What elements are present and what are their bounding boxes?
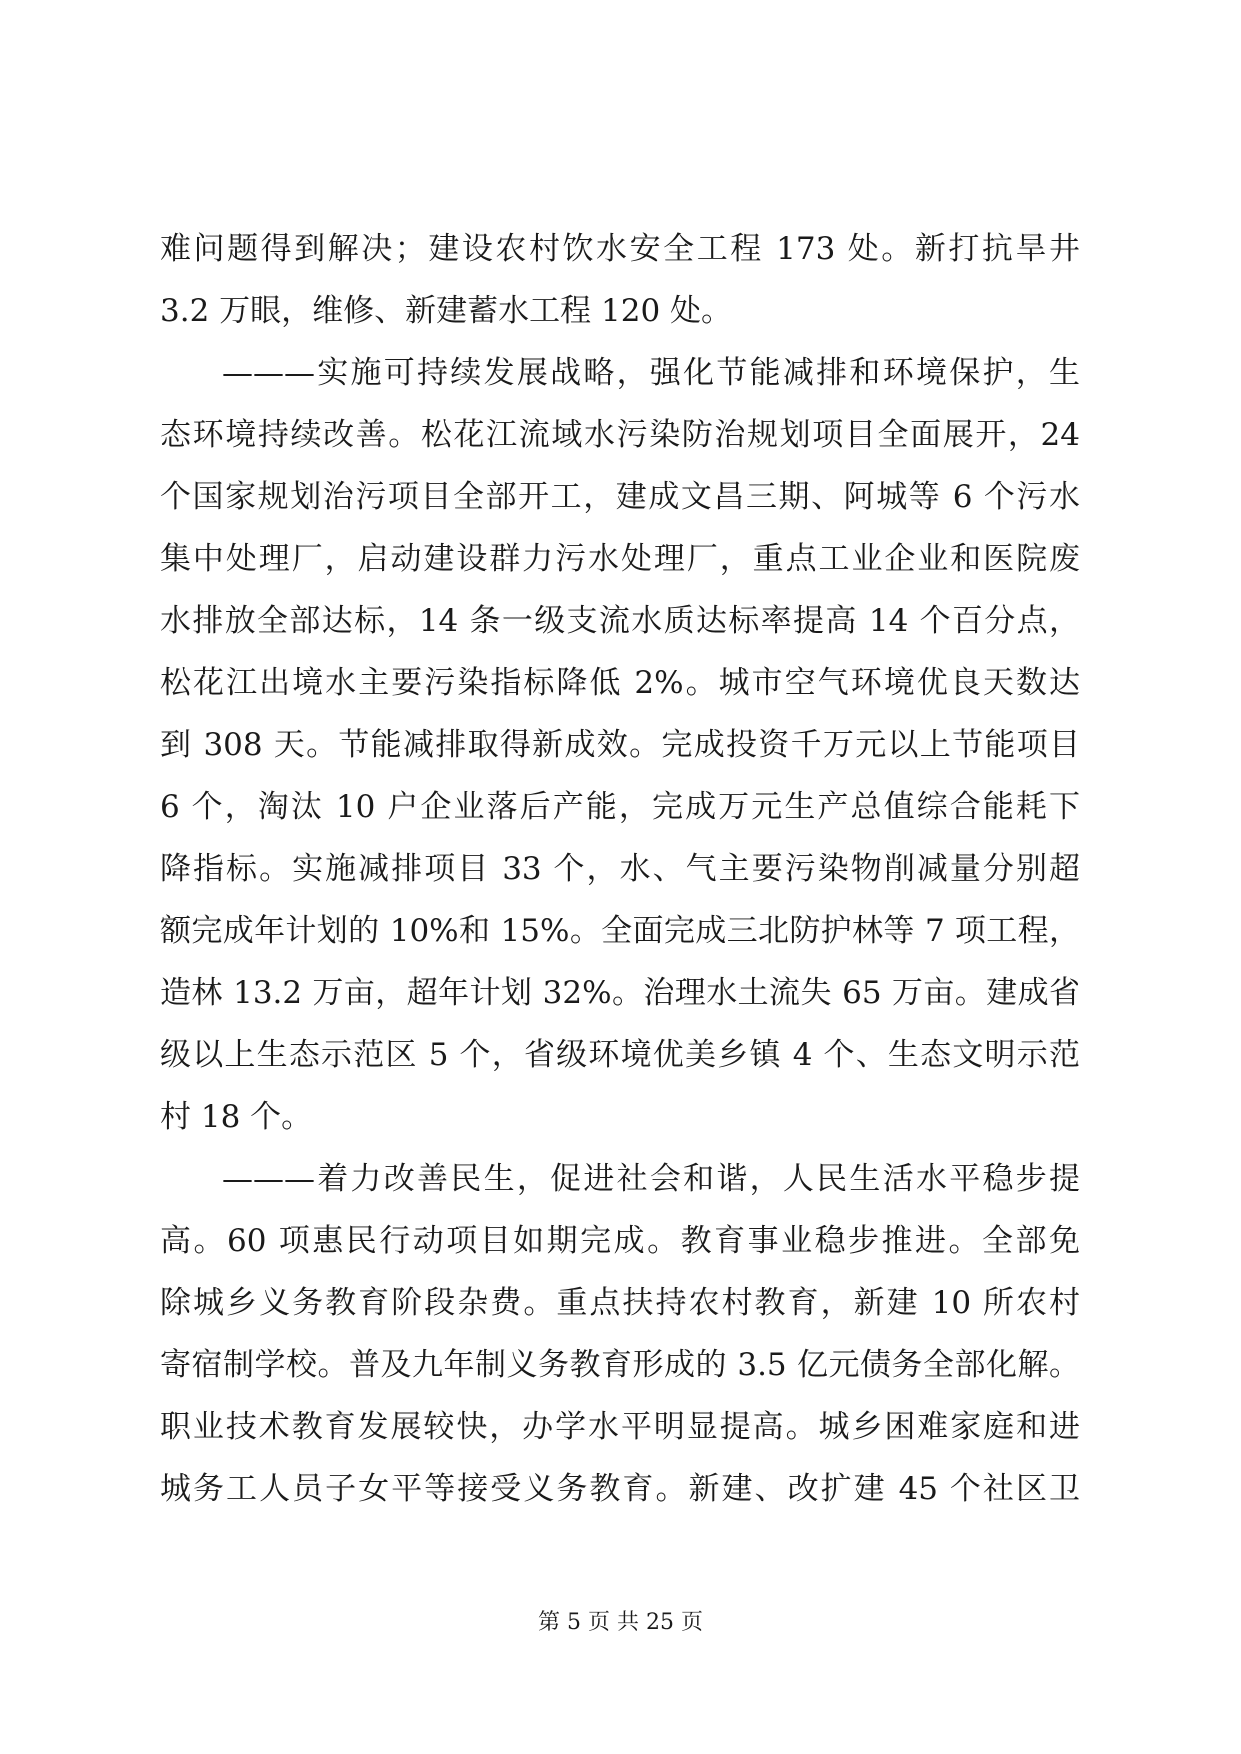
- text-line: 3.2 万眼，维修、新建蓄水工程 120 处。: [160, 293, 733, 329]
- text-line: 集中处理厂，启动建设群力污水处理厂，重点工业企业和医院废: [160, 541, 1080, 577]
- text-line: 级以上生态示范区 5 个，省级环境优美乡镇 4 个、生态文明示范: [160, 1037, 1080, 1073]
- text-line: 态环境持续改善。松花江流域水污染防治规划项目全面展开，24: [160, 417, 1080, 453]
- text-line: ———着力改善民生，促进社会和谐，人民生活水平稳步提: [222, 1161, 1080, 1197]
- text-line: 难问题得到解决；建设农村饮水安全工程 173 处。新打抗旱井: [160, 231, 1080, 267]
- text-line: ———实施可持续发展战略，强化节能减排和环境保护，生: [222, 355, 1080, 391]
- text-line: 高。60 项惠民行动项目如期完成。教育事业稳步推进。全部免: [160, 1223, 1080, 1259]
- text-line: 除城乡义务教育阶段杂费。重点扶持农村教育，新建 10 所农村: [160, 1285, 1080, 1321]
- text-line: 个国家规划治污项目全部开工，建成文昌三期、阿城等 6 个污水: [160, 479, 1080, 515]
- page-number-footer: 第 5 页 共 25 页: [538, 1610, 703, 1635]
- text-line: 城务工人员子女平等接受义务教育。新建、改扩建 45 个社区卫: [160, 1471, 1080, 1507]
- text-line: 水排放全部达标，14 条一级支流水质达标率提高 14 个百分点，: [160, 603, 1080, 639]
- text-line: 6 个，淘汰 10 户企业落后产能，完成万元生产总值综合能耗下: [160, 789, 1080, 825]
- text-line: 村 18 个。: [160, 1099, 313, 1135]
- text-line: 松花江出境水主要污染指标降低 2%。城市空气环境优良天数达: [160, 665, 1080, 701]
- text-line: 造林 13.2 万亩，超年计划 32%。治理水土流失 65 万亩。建成省: [160, 975, 1080, 1011]
- document-body: [160, 218, 1080, 1520]
- text-line: 额完成年计划的 10%和 15%。全面完成三北防护林等 7 项工程，: [160, 913, 1080, 949]
- text-line: 职业技术教育发展较快，办学水平明显提高。城乡困难家庭和进: [160, 1409, 1080, 1445]
- text-line: 到 308 天。节能减排取得新成效。完成投资千万元以上节能项目: [160, 727, 1080, 763]
- text-line: 降指标。实施减排项目 33 个，水、气主要污染物削减量分别超: [160, 851, 1080, 887]
- text-line: 寄宿制学校。普及九年制义务教育形成的 3.5 亿元债务全部化解。: [160, 1347, 1080, 1383]
